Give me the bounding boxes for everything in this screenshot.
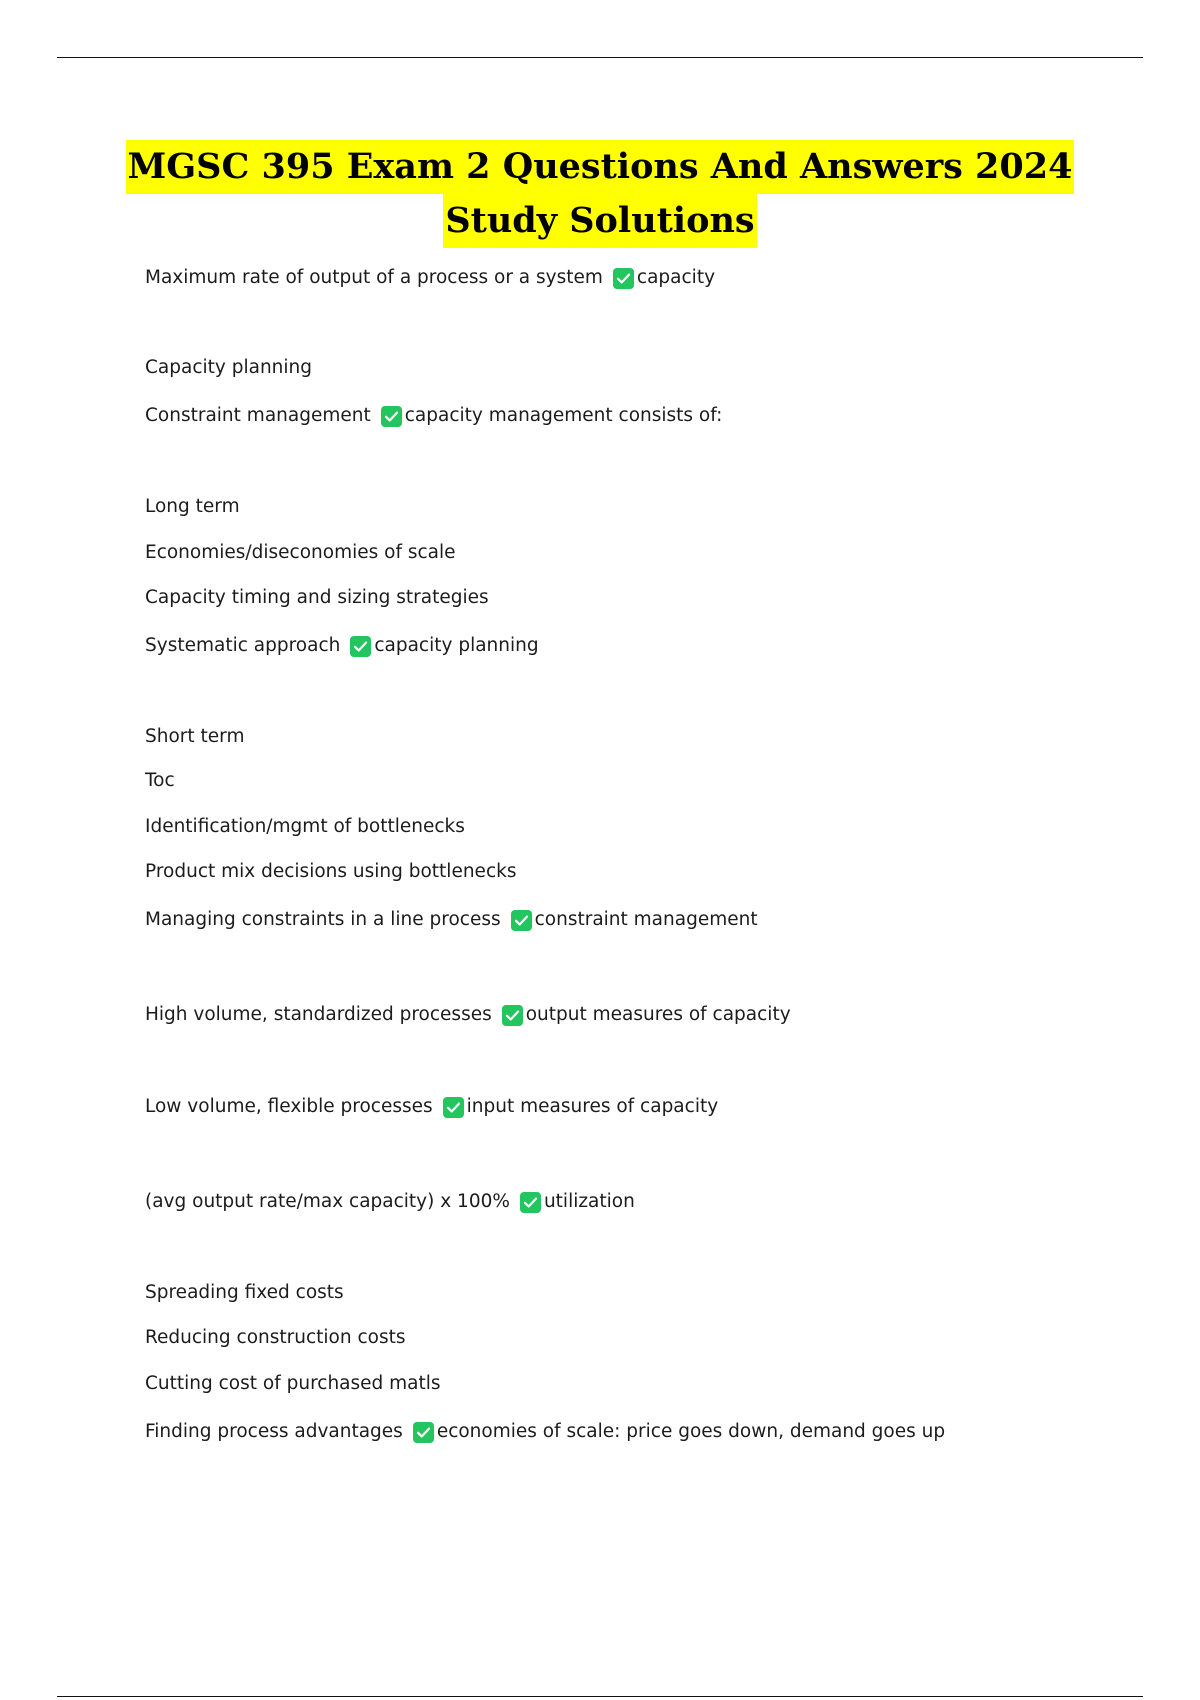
qa-line (145, 768, 175, 794)
qa-line (145, 724, 244, 750)
bottom-rule (57, 1696, 1143, 1697)
answer-text: output measures of capacity (525, 1004, 791, 1025)
question-text: Reducing construction costs (145, 1327, 406, 1348)
question-text: Systematic approach (145, 635, 341, 656)
question-text: Economies/diseconomies of scale (145, 542, 456, 563)
check-mark-button-icon (520, 1192, 541, 1213)
qa-line (145, 494, 240, 520)
qa-line (145, 540, 456, 566)
qa-line (145, 1419, 945, 1445)
question-text: Managing constraints in a line process (145, 909, 501, 930)
qa-line (145, 814, 465, 840)
question-text: High volume, standardized processes (145, 1004, 492, 1025)
question-text: Long term (145, 496, 240, 517)
check-mark-button-icon (413, 1422, 434, 1443)
qa-line (145, 1094, 718, 1120)
page-title (0, 140, 1200, 248)
qa-line (145, 1189, 635, 1215)
top-rule (57, 57, 1143, 58)
qa-line (145, 907, 758, 933)
answer-text: utilization (543, 1191, 635, 1212)
question-text: Finding process advantages (145, 1421, 403, 1442)
qa-line (145, 265, 715, 291)
qa-line (145, 1002, 791, 1028)
question-text: (avg output rate/max capacity) x 100% (145, 1191, 510, 1212)
title-line-2: Study Solutions (443, 194, 756, 248)
check-mark-button-icon (613, 268, 634, 289)
qa-line (145, 1325, 405, 1351)
question-text: Product mix decisions using bottlenecks (145, 861, 517, 882)
qa-line (145, 633, 539, 659)
question-text: Identification/mgmt of bottlenecks (145, 816, 465, 837)
title-line-1: MGSC 395 Exam 2 Questions And Answers 2024 (126, 140, 1075, 194)
question-text: Low volume, flexible processes (145, 1096, 433, 1117)
question-text: Capacity planning (145, 357, 313, 378)
question-text: Toc (145, 770, 175, 791)
answer-text: capacity management consists of: (404, 405, 723, 426)
qa-line (145, 1371, 441, 1397)
question-text: Maximum rate of output of a process or a system (145, 267, 603, 288)
check-mark-button-icon (502, 1005, 523, 1026)
check-mark-button-icon (443, 1097, 464, 1118)
qa-line (145, 403, 722, 429)
answer-text: capacity (636, 267, 716, 288)
qa-line (145, 1280, 344, 1306)
answer-text: constraint management (534, 909, 758, 930)
question-text: Short term (145, 726, 245, 747)
qa-line (145, 355, 312, 381)
question-text: Spreading fixed costs (145, 1282, 344, 1303)
check-mark-button-icon (511, 910, 532, 931)
check-mark-button-icon (381, 406, 402, 427)
qa-line (145, 859, 516, 885)
answer-text: capacity planning (374, 635, 539, 656)
question-text: Constraint management (145, 405, 371, 426)
answer-text: input measures of capacity (466, 1096, 719, 1117)
qa-line (145, 585, 489, 611)
check-mark-button-icon (350, 636, 371, 657)
answer-text: economies of scale: price goes down, demand goes up (436, 1421, 946, 1442)
question-text: Capacity timing and sizing strategies (145, 587, 489, 608)
question-text: Cutting cost of purchased matls (145, 1373, 441, 1394)
